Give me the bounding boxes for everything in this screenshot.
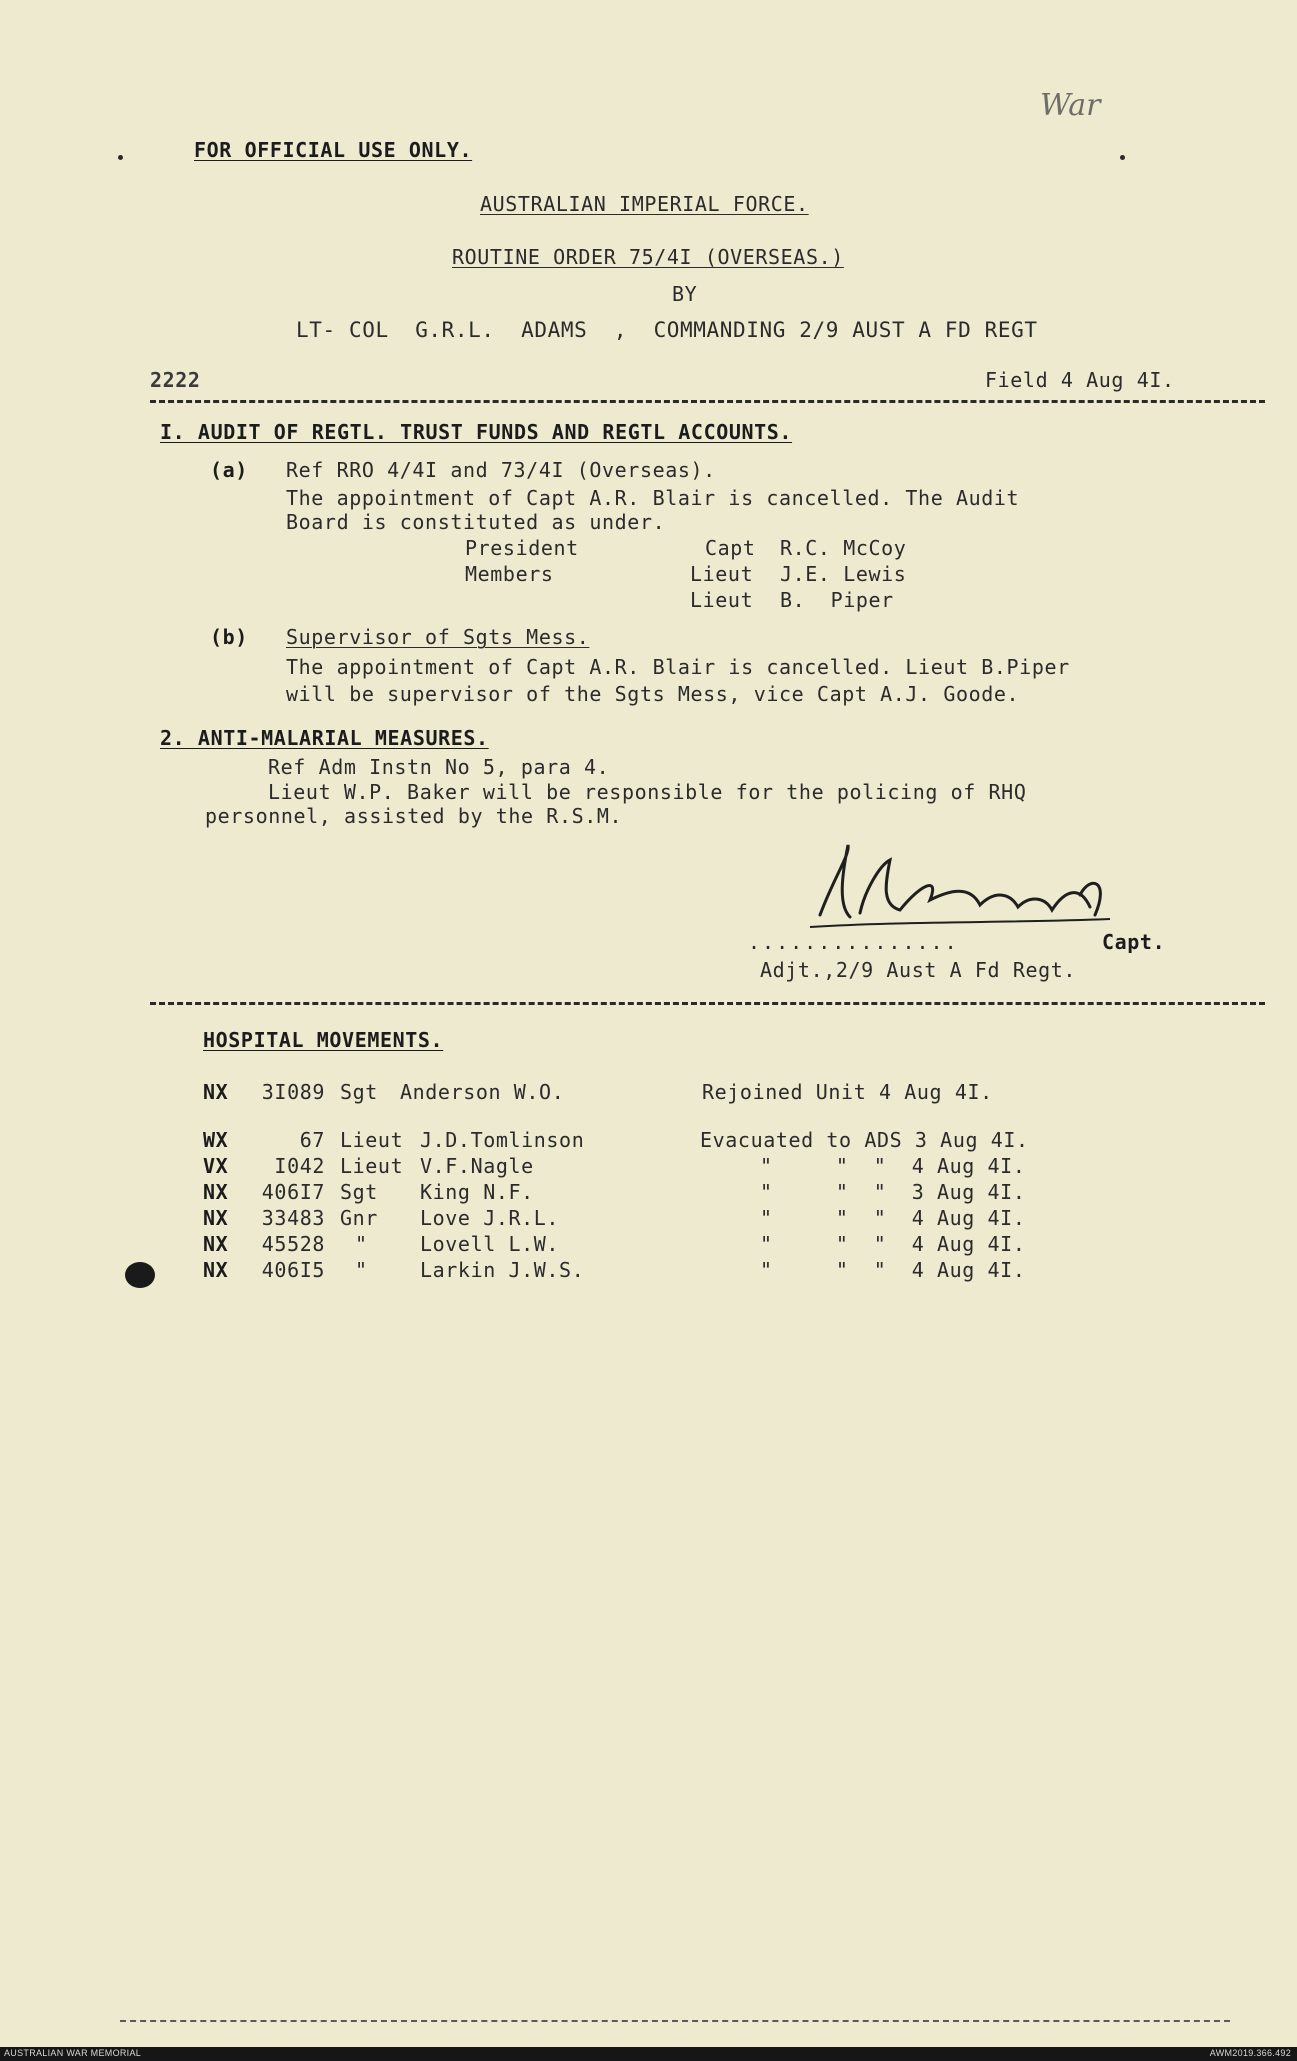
movement-status: " " " 4 Aug 4I. bbox=[760, 1232, 1026, 1256]
service-number: 33483 bbox=[261, 1206, 325, 1230]
soldier-name: Anderson W.O. bbox=[400, 1080, 565, 1104]
punch-mark bbox=[1120, 155, 1125, 160]
state-prefix: VX bbox=[203, 1154, 229, 1178]
state-prefix: NX bbox=[203, 1080, 229, 1104]
handwritten-annotation: War bbox=[1040, 88, 1101, 123]
service-number: I042 bbox=[274, 1154, 325, 1178]
state-prefix: NX bbox=[203, 1232, 229, 1256]
commander-line: LT- COL G.R.L. ADAMS , COMMANDING 2/9 AUST A FD REGT bbox=[296, 318, 1038, 342]
order-title: ROUTINE ORDER 75/4I (OVERSEAS.) bbox=[452, 245, 844, 269]
state-prefix: WX bbox=[203, 1128, 229, 1152]
bottom-fold-line bbox=[120, 2020, 1230, 2022]
rank: Sgt bbox=[340, 1180, 378, 1204]
signature-appointment: Adjt.,2/9 Aust A Fd Regt. bbox=[760, 958, 1077, 982]
signature-image bbox=[790, 835, 1130, 945]
service-number: 45528 bbox=[261, 1232, 325, 1256]
service-number: 67 bbox=[299, 1128, 325, 1152]
board-rank: Capt bbox=[705, 536, 756, 560]
paragraph-line: The appointment of Capt A.R. Blair is cancelled. The Audit bbox=[286, 486, 1020, 510]
bottom-border bbox=[0, 2047, 1297, 2061]
service-number: 3I089 bbox=[261, 1080, 325, 1104]
order-number: 2222 bbox=[150, 368, 201, 392]
board-role: Members bbox=[465, 562, 554, 586]
movement-status: Rejoined Unit 4 Aug 4I. bbox=[702, 1080, 993, 1104]
service-number: 406I7 bbox=[261, 1180, 325, 1204]
board-rank: Lieut bbox=[690, 562, 754, 586]
movement-status: " " " 4 Aug 4I. bbox=[760, 1258, 1026, 1282]
signature-dots: ............... bbox=[748, 930, 959, 954]
order-by: BY bbox=[672, 282, 698, 306]
soldier-name: V.F.Nagle bbox=[420, 1154, 534, 1178]
paragraph-line: Ref RRO 4/4I and 73/4I (Overseas). bbox=[286, 458, 716, 482]
rank: Lieut bbox=[340, 1128, 404, 1152]
subsection-title: Supervisor of Sgts Mess. bbox=[286, 625, 590, 649]
punch-mark bbox=[118, 155, 123, 160]
paragraph-line: Lieut W.P. Baker will be responsible for the policing of RHQ bbox=[268, 780, 1027, 804]
board-name: R.C. McCoy bbox=[780, 536, 907, 560]
rank: Lieut bbox=[340, 1154, 404, 1178]
credit-left: AUSTRALIAN WAR MEMORIAL bbox=[4, 2048, 142, 2058]
section-heading: 2. ANTI-MALARIAL MEASURES. bbox=[160, 726, 489, 750]
hospital-heading: HOSPITAL MOVEMENTS. bbox=[203, 1028, 444, 1052]
paragraph-line: Board is constituted as under. bbox=[286, 510, 666, 534]
movement-status: Evacuated to ADS 3 Aug 4I. bbox=[700, 1128, 1029, 1152]
subsection-label: (a) bbox=[210, 458, 248, 482]
classification: FOR OFFICIAL USE ONLY. bbox=[194, 138, 473, 162]
state-prefix: NX bbox=[203, 1206, 229, 1230]
paragraph-line: The appointment of Capt A.R. Blair is cancelled. Lieut B.Piper bbox=[286, 655, 1070, 679]
subsection-label: (b) bbox=[210, 625, 248, 649]
movement-status: " " " 4 Aug 4I. bbox=[760, 1154, 1026, 1178]
board-role: President bbox=[465, 536, 579, 560]
board-rank: Lieut bbox=[690, 588, 754, 612]
board-name: J.E. Lewis bbox=[780, 562, 907, 586]
credit-right: AWM2019.366.492 bbox=[1209, 2048, 1291, 2058]
paragraph-line: Ref Adm Instn No 5, para 4. bbox=[268, 755, 610, 779]
section-heading: I. AUDIT OF REGTL. TRUST FUNDS AND REGTL ACCOUNTS. bbox=[160, 420, 793, 444]
movement-status: " " " 3 Aug 4I. bbox=[760, 1180, 1026, 1204]
rank: " bbox=[355, 1258, 368, 1282]
divider bbox=[150, 1002, 1265, 1005]
soldier-name: King N.F. bbox=[420, 1180, 534, 1204]
rank: " bbox=[355, 1232, 368, 1256]
service-number: 406I5 bbox=[261, 1258, 325, 1282]
divider bbox=[150, 400, 1265, 403]
soldier-name: Love J.R.L. bbox=[420, 1206, 560, 1230]
soldier-name: Lovell L.W. bbox=[420, 1232, 560, 1256]
movement-status: " " " 4 Aug 4I. bbox=[760, 1206, 1026, 1230]
state-prefix: NX bbox=[203, 1180, 229, 1204]
ink-blot bbox=[125, 1262, 155, 1288]
soldier-name: Larkin J.W.S. bbox=[420, 1258, 585, 1282]
board-name: B. Piper bbox=[780, 588, 894, 612]
soldier-name: J.D.Tomlinson bbox=[420, 1128, 585, 1152]
rank: Gnr bbox=[340, 1206, 378, 1230]
rank: Sgt bbox=[340, 1080, 378, 1104]
state-prefix: NX bbox=[203, 1258, 229, 1282]
order-date: Field 4 Aug 4I. bbox=[985, 368, 1175, 392]
paragraph-line: personnel, assisted by the R.S.M. bbox=[205, 804, 623, 828]
force-title: AUSTRALIAN IMPERIAL FORCE. bbox=[480, 192, 809, 216]
signature-rank: Capt. bbox=[1102, 930, 1166, 954]
paragraph-line: will be supervisor of the Sgts Mess, vice Capt A.J. Goode. bbox=[286, 682, 1020, 706]
